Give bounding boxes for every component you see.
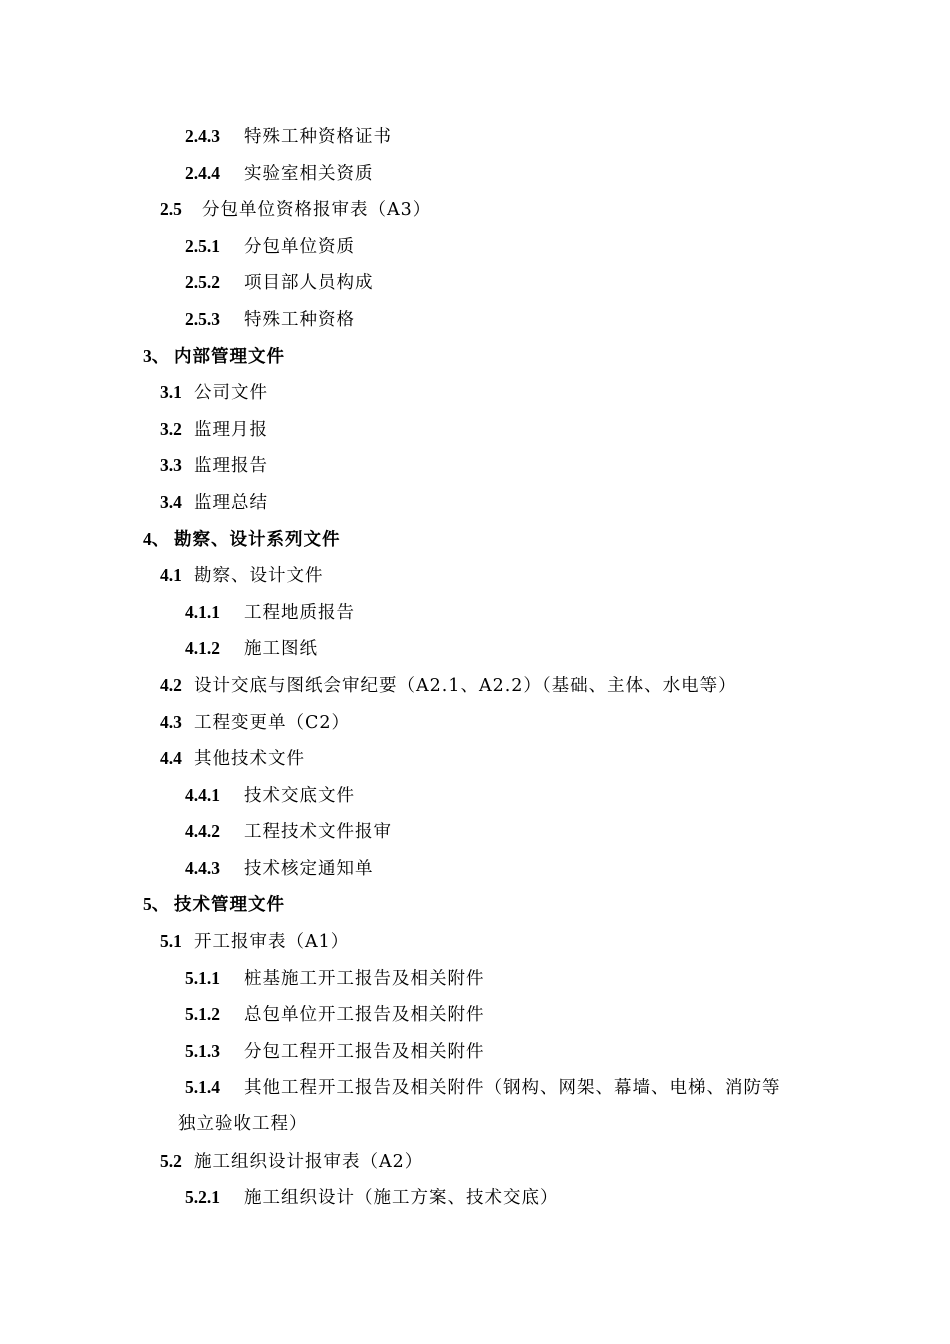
entry-number: 3.4: [160, 491, 182, 512]
toc-entry-2-5-3: [0, 301, 950, 338]
entry-number: 5.1.4: [185, 1077, 220, 1098]
section-heading-3: [0, 338, 950, 375]
entry-text: 监理报告: [194, 456, 268, 477]
entry-text: 工程技术文件报审: [244, 822, 392, 843]
toc-entry-5-1-4: [0, 1069, 950, 1106]
entry-text: 开工报审表（A1）: [194, 932, 350, 953]
entry-number: 5.1.1: [185, 967, 220, 988]
entry-number: 4.2: [160, 674, 182, 695]
section-title: 勘察、设计系列文件: [174, 529, 341, 550]
toc-entry-5-1-4-continuation: [0, 1106, 950, 1143]
section-title: 技术管理文件: [174, 895, 285, 916]
toc-entry-3-3: [0, 447, 950, 484]
toc-entry-4-4-2: [0, 813, 950, 850]
toc-entry-5-1-2: [0, 996, 950, 1033]
entry-number: 2.5.1: [185, 235, 220, 256]
entry-text: 监理月报: [194, 419, 268, 440]
section-number: 5、: [143, 894, 170, 915]
entry-number: 4.3: [160, 711, 182, 732]
entry-text: 监理总结: [194, 492, 268, 513]
entry-text: 工程变更单（C2）: [194, 712, 351, 733]
entry-number: 4.4.3: [185, 857, 220, 878]
entry-text: 公司文件: [194, 383, 268, 404]
entry-number: 2.4.4: [185, 162, 220, 183]
entry-text: 施工图纸: [244, 639, 318, 660]
entry-number: 2.4.3: [185, 126, 220, 146]
entry-text: 工程地质报告: [244, 602, 355, 623]
entry-number: 5.1.3: [185, 1040, 220, 1061]
entry-number: 4.1.2: [185, 638, 220, 659]
entry-number: 2.5.2: [185, 272, 220, 293]
entry-number: 4.1: [160, 565, 182, 586]
toc-entry-3-1: [0, 374, 950, 411]
entry-text: 分包单位资质: [244, 236, 355, 257]
entry-text: 实验室相关资质: [244, 163, 374, 184]
entry-number: 5.2: [160, 1150, 182, 1171]
section-heading-4: [0, 521, 950, 558]
entry-text: 设计交底与图纸会审纪要（A2.1、A2.2）（基础、主体、水电等）: [194, 675, 737, 696]
toc-entry-5-1-3: [0, 1033, 950, 1070]
entry-text: 其他工程开工报告及相关附件（钢构、网架、幕墙、电梯、消防等: [244, 1078, 781, 1099]
toc-entry-4-3: [0, 704, 950, 741]
section-number: 3、: [143, 345, 170, 366]
toc-entry-3-4: [0, 484, 950, 521]
entry-text: 技术核定通知单: [244, 858, 374, 879]
toc-entry-4-4-1: [0, 777, 950, 814]
toc-entry-2-4-3: [0, 118, 950, 155]
entry-text: 项目部人员构成: [244, 273, 374, 294]
entry-number: 3.2: [160, 418, 182, 439]
toc-entry-4-1-1: [0, 594, 950, 631]
entry-number: 5.1.2: [185, 1004, 220, 1025]
entry-text: 特殊工种资格证书: [244, 127, 392, 147]
entry-text: 分包单位资格报审表（A3）: [202, 200, 432, 221]
entry-text: 总包单位开工报告及相关附件: [244, 1005, 485, 1026]
entry-text: 独立验收工程）: [178, 1114, 308, 1135]
toc-entry-2-5-2: [0, 264, 950, 301]
section-number: 4、: [143, 528, 170, 549]
entry-number: 3.3: [160, 455, 182, 476]
entry-text: 技术交底文件: [244, 785, 355, 806]
entry-text: 其他技术文件: [194, 749, 305, 770]
toc-entry-4-1-2: [0, 630, 950, 667]
toc-entry-4-4: [0, 740, 950, 777]
toc-entry-5-2: [0, 1143, 950, 1180]
toc-entry-3-2: [0, 411, 950, 448]
entry-number: 2.5.3: [185, 308, 220, 329]
toc-entry-2-5-1: [0, 228, 950, 265]
entry-number: 3.1: [160, 382, 182, 403]
toc-entry-2-4-4: [0, 155, 950, 192]
entry-text: 特殊工种资格: [244, 309, 355, 330]
entry-text: 勘察、设计文件: [194, 566, 324, 587]
entry-number: 5.1: [160, 931, 182, 952]
entry-text: 施工组织设计报审表（A2）: [194, 1151, 424, 1172]
entry-number: 5.2.1: [185, 1187, 220, 1208]
toc-entry-4-2: [0, 667, 950, 704]
toc-entry-5-1-1: [0, 960, 950, 997]
entry-number: 4.4.1: [185, 784, 220, 805]
toc-entry-5-1: [0, 923, 950, 960]
entry-number: 4.4: [160, 748, 182, 769]
entry-number: 4.4.2: [185, 821, 220, 842]
entry-text: 分包工程开工报告及相关附件: [244, 1041, 485, 1062]
toc-entry-4-1: [0, 557, 950, 594]
section-title: 内部管理文件: [174, 346, 285, 367]
toc-entry-2-5: [0, 191, 950, 228]
toc-entry-4-4-3: [0, 850, 950, 887]
entry-text: 桩基施工开工报告及相关附件: [244, 968, 485, 989]
entry-number: 4.1.1: [185, 601, 220, 622]
entry-text: 施工组织设计（施工方案、技术交底）: [244, 1188, 559, 1209]
entry-number: 2.5: [160, 199, 182, 220]
document-page: [0, 118, 950, 1216]
toc-entry-5-2-1: [0, 1179, 950, 1216]
section-heading-5: [0, 886, 950, 923]
